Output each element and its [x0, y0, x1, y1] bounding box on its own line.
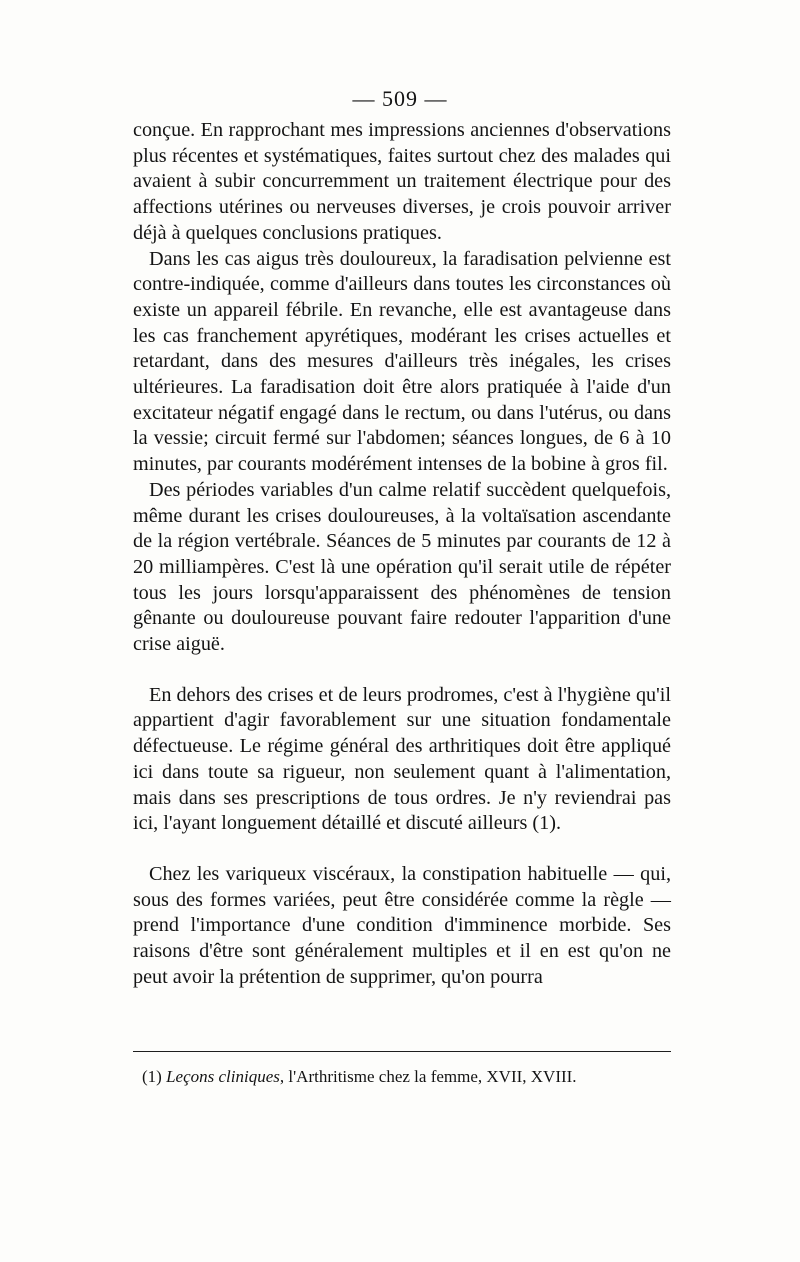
page-number: — 509 — [352, 86, 448, 111]
footnote-marker: (1) [142, 1067, 162, 1086]
footnote [142, 1066, 672, 1088]
paragraph-3: Des périodes variables d'un calme relatif succèdent quelquefois, même durant les crises douloureuses, à la voltaïsation ascendante de la région vertébrale. Séances de 5 minutes par courants de 12 à 20 milliampères. C'est là une opération qu'il serait utile de répéter tous les jours lorsqu'apparaissent des phénomènes de tension gênante ou douloureuse pouvant faire redouter l'apparition d'une crise aiguë. [133, 478, 671, 656]
paragraph-2: Dans les cas aigus très douloureux, la faradisation pelvienne est contre-indiquée, comme d'ailleurs dans toutes les circonstances où existe un appareil fébrile. En revanche, elle est avantageuse dans les cas franchement apyrétiques, modérant les crises actuelles et retardant, dans des mesures d'ailleurs très inégales, les crises ultérieures. La faradisation doit être alors pratiquée à l'aide d'un excitateur négatif engagé dans le rectum, ou dans l'utérus, ou dans la vessie; circuit fermé sur l'abdomen; séances longues, de 6 à 10 minutes, par courants modérément intenses de la bobine à gros fil. [133, 247, 671, 476]
footnote-text: , l'Arthritisme chez la femme, XVII, XVIII. [279, 1067, 577, 1086]
paragraph-5: Chez les variqueux viscéraux, la constipation habituelle — qui, sous des formes variées, peut être considérée comme la règle — prend l'importance d'une condition d'imminence morbide. Ses raisons d'être sont généralement multiples et il en est qu'on ne peut avoir la prétention de supprimer, qu'on pourra [133, 862, 671, 988]
footnote-title: Leçons cliniques [166, 1067, 280, 1086]
paragraph-1: conçue. En rapprochant mes impressions anciennes d'observations plus récentes et systématiques, faites surtout chez des malades qui avaient à subir concurremment un traitement électrique pour des affections utérines ou nerveuses diverses, je crois pouvoir arriver déjà à quelques conclusions pratiques. [133, 119, 671, 244]
main-text [133, 118, 671, 991]
paragraph-4: En dehors des crises et de leurs prodromes, c'est à l'hygiène qu'il appartient d'agir favorablement sur une situation fondamentale défectueuse. Le régime général des arthritiques doit être appliqué ici dans toute sa rigueur, non seulement quant à l'alimentation, mais dans ses prescriptions de tous ordres. Je n'y reviendrai pas ici, l'ayant longuement détaillé et discuté ailleurs (1). [133, 683, 671, 835]
footnote-rule [133, 1051, 671, 1052]
